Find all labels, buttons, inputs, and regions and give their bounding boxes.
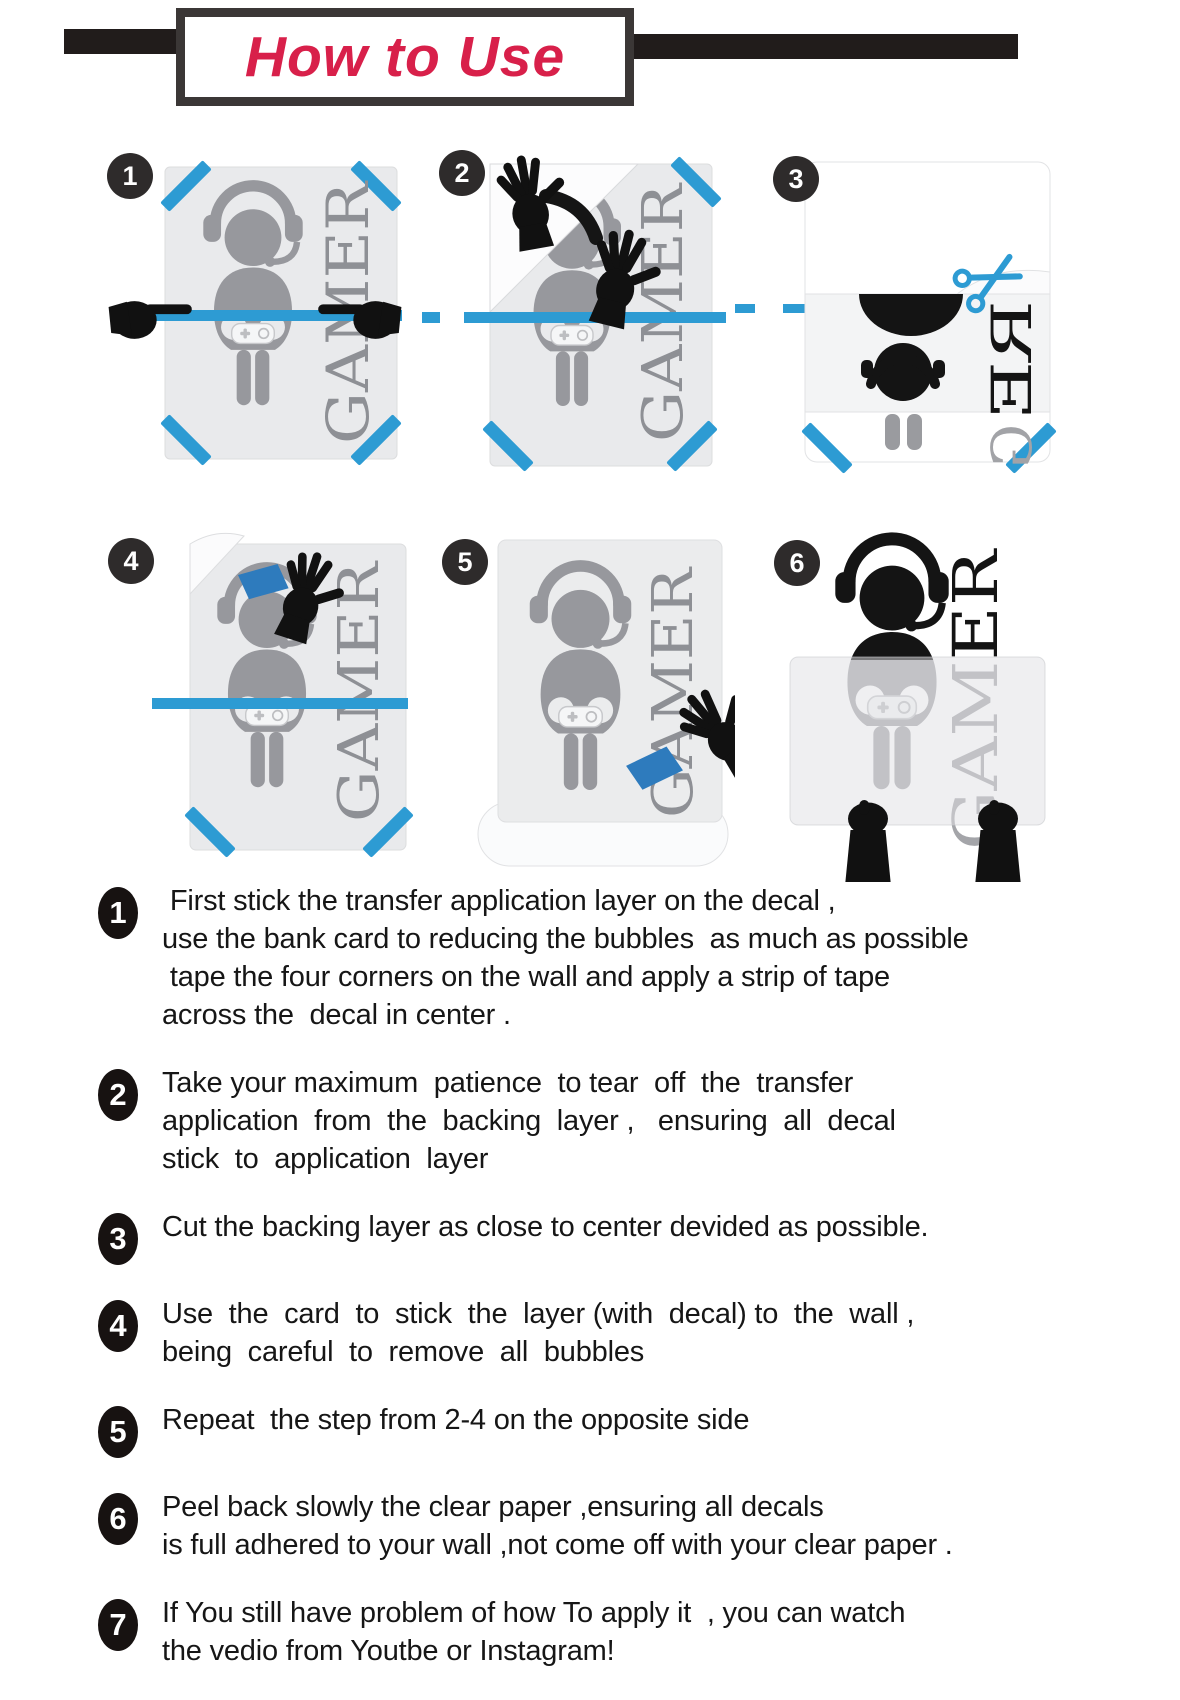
instruction-number-badge: 3 <box>98 1213 138 1265</box>
step-number-badge: 4 <box>108 538 154 584</box>
header-bar-left <box>64 29 178 54</box>
instruction-number-badge: 5 <box>98 1406 138 1458</box>
step-number-badge: 2 <box>439 150 485 196</box>
step-6-illustration <box>735 502 1075 882</box>
step-4-illustration <box>90 502 420 867</box>
instruction-number-badge: 7 <box>98 1599 138 1651</box>
instruction-step-7 <box>98 1594 1153 1670</box>
title-box <box>176 8 634 106</box>
instruction-step-4 <box>98 1295 1153 1371</box>
fist-hand-icon <box>973 800 1023 882</box>
instruction-text: Repeat the step from 2-4 on the opposite side <box>162 1404 750 1436</box>
instruction-step-5 <box>98 1401 1153 1458</box>
instruction-text: Peel back slowly the clear paper ,ensuring all decals is full adhered to your wall ,not come off with your clear paper . <box>162 1491 953 1561</box>
instruction-text: Take your maximum patience to tear off the transfer application from the backing layer , ensuring all decal stick to application layer <box>162 1067 896 1175</box>
instruction-step-1 <box>98 882 1153 1034</box>
instruction-step-6 <box>98 1488 1153 1564</box>
decal-word-vertical: GAMER <box>327 596 392 822</box>
instruction-number-badge: 2 <box>98 1069 138 1121</box>
instruction-text: Use the card to stick the layer (with decal) to the wall , being careful to remove all bubbles <box>162 1298 915 1368</box>
cut-line-dash-icon <box>783 304 807 313</box>
instruction-number-badge: 4 <box>98 1300 138 1352</box>
step-number-badge: 3 <box>773 156 819 202</box>
center-tape-strip-icon <box>152 698 408 709</box>
decal-word-vertical: GAMER <box>641 592 706 818</box>
instruction-step-3 <box>98 1208 1153 1265</box>
fist-hand-icon <box>843 800 893 882</box>
instruction-text: First stick the transfer application layer on the decal , use the bank card to reducing the bubbles as much as possible tape the four corners on the wall and apply a strip of tape across the decal in center . <box>162 885 969 1031</box>
instruction-text: If You still have problem of how To apply it , you can watch the vedio from Youtbe or Instagram! <box>162 1597 906 1667</box>
clear-transfer-film <box>790 657 1045 825</box>
decal-word-vertical: GAMER <box>314 210 382 444</box>
step-5-illustration <box>420 502 735 882</box>
step-number-badge: 1 <box>107 153 153 199</box>
step-number-badge: 6 <box>774 540 820 586</box>
step-2-illustration <box>420 142 735 487</box>
page-title: How to Use <box>244 25 566 89</box>
instructions-list <box>98 882 1153 1700</box>
mirrored-letters <box>980 300 1044 420</box>
cut-line-dash-icon <box>735 304 755 313</box>
mirrored-letters <box>980 424 1044 468</box>
instruction-step-2 <box>98 1064 1153 1178</box>
step-number-badge: 5 <box>442 539 488 585</box>
instruction-number-badge: 6 <box>98 1493 138 1545</box>
svg-text:G: G <box>980 424 1044 468</box>
svg-text:RE: RE <box>980 300 1044 382</box>
header-bar-right <box>630 34 1018 59</box>
step-1-illustration <box>90 142 420 477</box>
decal-word-vertical: GAMER <box>631 216 696 442</box>
instruction-text: Cut the backing layer as close to center devided as possible. <box>162 1211 929 1243</box>
step-3-illustration <box>735 142 1075 482</box>
instruction-number-badge: 1 <box>98 887 138 939</box>
